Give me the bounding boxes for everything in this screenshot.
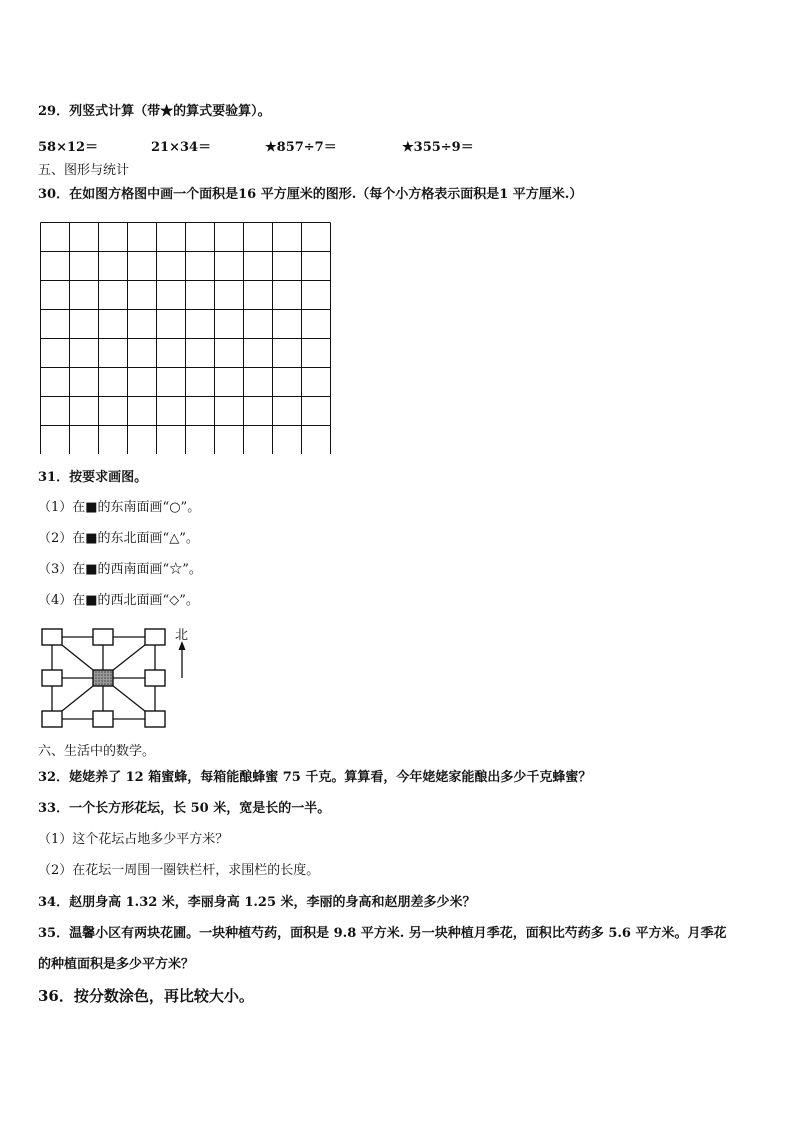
q36-text: 36．按分数涂色，再比较大小。 xyxy=(38,987,254,1005)
box-northwest xyxy=(42,629,62,645)
box-south xyxy=(93,711,113,727)
box-southwest xyxy=(42,711,62,727)
q29-item-3: ★857÷7＝ xyxy=(265,140,337,155)
box-east xyxy=(145,670,165,686)
q31-item-3: （3）在■的西南面画“☆”。 xyxy=(38,562,202,577)
q31-item-1: （1）在■的东南面画“○”。 xyxy=(38,500,201,515)
q33-title: 33．一个长方形花坛，长 50 米，宽是长的一半。 xyxy=(38,801,331,816)
square-grid xyxy=(40,222,332,454)
box-northeast xyxy=(145,629,165,645)
north-label: 北 xyxy=(175,628,189,643)
center-square xyxy=(93,670,113,686)
q29-item-4: ★355÷9＝ xyxy=(402,140,474,155)
q34-text: 34．赵朋身高 1.32 米，李丽身高 1.25 米，李丽的身高和赵朋差多少米？ xyxy=(38,895,476,910)
section-6-heading: 六、生活中的数学。 xyxy=(38,744,156,759)
box-west xyxy=(42,670,62,686)
q33-item-2: （2）在花坛一周围一圈铁栏杆，求围栏的长度。 xyxy=(38,863,320,878)
q31-title: 31．按要求画图。 xyxy=(38,470,148,485)
q32-text: 32．姥姥养了 12 箱蜜蜂，每箱能酿蜂蜜 75 千克。算算看，今年姥姥家能酿出多少千克蜂蜜？ xyxy=(38,770,592,785)
q30-title: 30．在如图方格图中画一个面积是16 平方厘米的图形.（每个小方格表示面积是1 平方厘米.） xyxy=(38,187,583,202)
direction-map xyxy=(38,623,198,731)
q33-item-1: （1）这个花坛占地多少平方米？ xyxy=(38,832,229,847)
q35-line-2: 的种植面积是多少平方米？ xyxy=(38,957,195,972)
section-5-heading: 五、图形与统计 xyxy=(38,163,130,178)
q35-line-1: 35．温馨小区有两块花圃。一块种植芍药，面积是 9.8 平方米. 另一块种植月季花，面积比芍药多 5.6 平方米。月季花 xyxy=(38,926,727,941)
q31-item-4: （4）在■的西北面画“◇”。 xyxy=(38,593,199,608)
q29-item-2: 21×34＝ xyxy=(151,140,212,155)
box-north xyxy=(93,629,113,645)
box-southeast xyxy=(145,711,165,727)
q29-item-1: 58×12＝ xyxy=(38,140,99,155)
q31-item-2: （2）在■的东北面画“△”。 xyxy=(38,531,199,546)
q29-title: 29．列竖式计算（带★的算式要验算）。 xyxy=(38,104,271,119)
